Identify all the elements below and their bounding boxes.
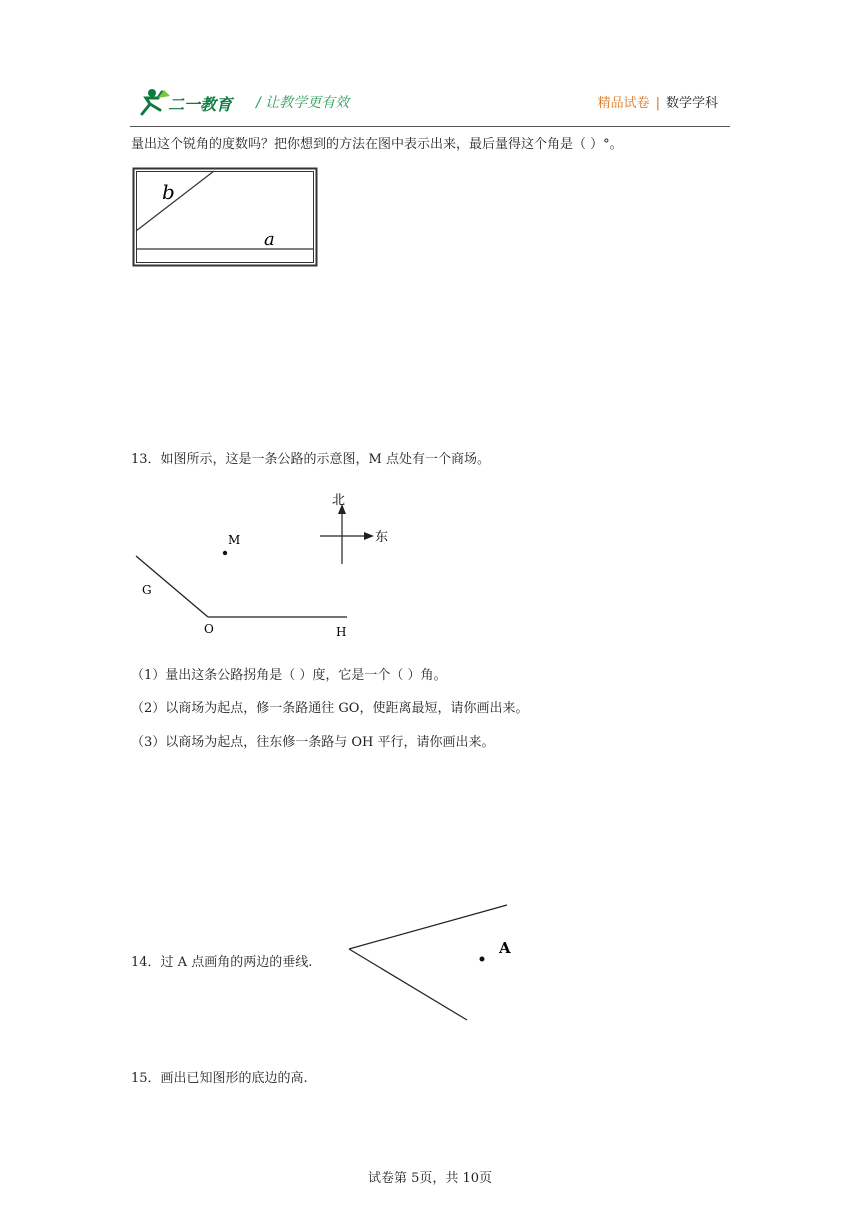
page-footer: 试卷第 5页，共 10页 — [367, 1171, 493, 1186]
q14-text: 14．过 A 点画角的两边的垂线. — [131, 955, 313, 970]
label-b: b — [162, 180, 175, 204]
angle-side-lower — [349, 949, 467, 1020]
q12-text: 量出这个锐角的度数吗？把你想到的方法在图中表示出来，最后量得这个角是（ ）°。 — [131, 137, 623, 152]
tag-subject: 数学学科 — [665, 96, 718, 111]
angle-side-upper — [349, 905, 507, 949]
label-g: G — [142, 583, 152, 597]
header-rule — [130, 126, 730, 127]
q13-road-figure — [132, 488, 402, 643]
q13-text: 13．如图所示，这是一条公路的示意图，M 点处有一个商场。 — [131, 452, 490, 467]
point-m — [223, 551, 227, 555]
east-arrow-icon — [364, 532, 374, 540]
logo-text: 二一教育 — [168, 95, 233, 114]
slogan: / 让教学更有效 — [256, 95, 350, 111]
label-east: 东 — [375, 530, 389, 545]
tag-premium-paper: 精品试卷 — [597, 96, 650, 111]
label-a: A — [499, 939, 511, 957]
point-a — [480, 957, 485, 962]
q13-sub2: （2）以商场为起点，修一条路通往 GO，使距离最短，请你画出来。 — [131, 701, 529, 716]
q14-angle-figure — [345, 900, 525, 1025]
label-a: a — [264, 229, 275, 250]
tag-separator: | — [655, 96, 660, 111]
q13-sub1: （1）量出这条公路拐角是（ ）度，它是一个（ ）角。 — [131, 668, 447, 683]
line-b — [136, 171, 214, 231]
header-tags — [598, 92, 718, 111]
q13-sub3: （3）以商场为起点，往东修一条路与 OH 平行，请你画出来。 — [131, 735, 495, 750]
label-h: H — [336, 625, 347, 639]
q15-text: 15．画出已知图形的底边的高. — [131, 1071, 308, 1086]
q12-figure — [132, 167, 318, 268]
label-north: 北 — [332, 493, 346, 508]
label-o: O — [204, 622, 214, 636]
label-m: M — [228, 533, 241, 547]
